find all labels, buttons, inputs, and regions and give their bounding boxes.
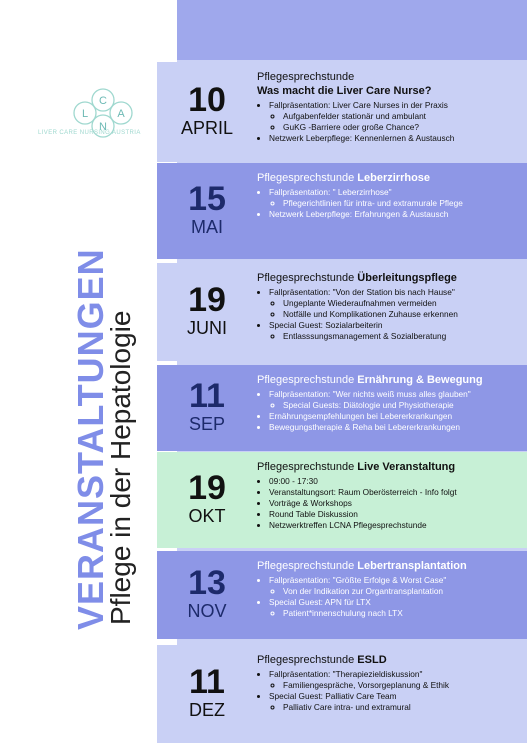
event-content [257,373,521,433]
event-content [257,653,521,713]
event-title-prefix: Pflegesprechstunde [257,272,355,284]
event-month: SEP [188,414,226,434]
event-date [157,82,257,138]
event-item-text: Fallpräsentation: "Therapiezieldiskussion" [269,669,423,679]
event-item-text: Veranstaltungsort: Raum Oberösterreich - Info folgt [269,487,457,497]
event-subitem: ◦ Special Guests: Diätologie und Physiotherapie [283,400,521,411]
event-item [269,411,521,422]
event-title-prefix: Pflegesprechstunde [257,560,355,572]
event-subitem: ◦ Ungeplante Wiederaufnahmen vermeiden [283,298,521,309]
event-card [157,163,527,259]
event-title-main: Lebertransplantation [357,560,467,572]
event-item-text: Fallpräsentation: Liver Care Nurses in der Praxis [269,100,448,110]
event-item [269,509,521,520]
event-date [157,378,257,434]
event-card [157,365,527,451]
event-items [257,476,521,531]
event-title [257,171,521,185]
logo-letter-a: A [117,108,125,120]
event-day: 10 [188,81,226,119]
event-content [257,559,521,619]
event-item [269,389,521,411]
event-item [269,209,521,220]
event-item [269,498,521,509]
event-subitems [269,331,521,342]
event-item-text: Netzwerk Leberpflege: Erfahrungen & Austausch [269,209,449,219]
event-item-text: Fallpräsentation: "Von der Station bis nach Hause" [269,287,455,297]
event-title-main: ESLD [357,654,387,666]
event-title-main: Überleitungspflege [357,272,457,284]
event-item-text: Round Table Diskussion [269,509,358,519]
event-title-prefix: Pflegesprechstunde [257,461,355,473]
event-day: 13 [188,564,226,602]
event-subitem: ◦ Von der Indikation zur Organtransplantation [283,586,521,597]
event-title [257,271,521,285]
event-items [257,575,521,619]
event-subitems [269,586,521,597]
event-item-text: Special Guest: APN für LTX [269,597,371,607]
logo-letter-l: L [81,108,89,120]
event-item [269,476,521,487]
event-subitems [269,198,521,209]
event-item [269,597,521,619]
event-content [257,271,521,342]
event-title-main: Was macht die Liver Care Nurse? [257,85,432,97]
event-month: JUNI [187,318,227,338]
event-month: MAI [190,217,223,237]
event-subitem: ◦ Entlasssungsmanagement & Sozialberatung [283,331,521,342]
event-month: NOV [187,601,227,621]
event-item-text: Ernährungsempfehlungen bei Lebererkrankungen [269,411,453,421]
event-item [269,287,521,320]
event-date [157,664,257,720]
event-title-prefix: Pflegesprechstunde [257,654,355,666]
event-content [257,460,521,531]
event-date [157,282,257,338]
event-item-text: Vorträge & Workshops [269,498,352,508]
event-day: 11 [189,377,225,415]
event-subitems [269,400,521,411]
event-card [157,645,527,743]
event-subitems [269,680,521,691]
event-title [257,559,521,573]
event-month: DEZ [189,700,225,720]
event-title [257,460,521,474]
logo-tagline: LIVER CARE NURSING AUSTRIA [38,130,141,136]
event-item-text: Netzwerktreffen LCNA Pflegesprechstunde [269,520,427,530]
event-subitem: ◦ Pflegerichtlinien für intra- und extramurale Pflege [283,198,521,209]
event-subitem: ◦ Palliativ Care intra- und extramural [283,702,521,713]
event-item [269,133,521,144]
event-item-text: 09:00 - 17:30 [269,476,318,486]
event-item-text: Fallpräsentation: "Größte Erfolge & Worst Case" [269,575,447,585]
logo-letter-n: N [99,121,107,133]
event-item-text: Bewegungstherapie & Reha bei Lebererkrankungen [269,422,460,432]
event-subitem: ◦ Patient*innenschulung nach LTX [283,608,521,619]
page-top-band [177,0,527,60]
event-day: 11 [189,663,225,701]
event-subitem: ◦ Aufgabenfelder stationär und ambulant [283,111,521,122]
event-title [257,653,521,667]
event-card [157,452,527,548]
event-item [269,520,521,531]
event-title-prefix: Pflegesprechstunde [257,71,355,83]
event-content [257,171,521,220]
sidebar-subtitle: Pflege in der Hepatologie [105,310,136,625]
event-items [257,287,521,342]
event-items [257,187,521,220]
event-title-main: Live Veranstaltung [357,461,456,473]
event-item [269,487,521,498]
event-item [269,187,521,209]
event-title-prefix: Pflegesprechstunde [257,172,355,184]
event-item [269,575,521,597]
event-subitem: ◦ GuKG -Barriere oder große Chance? [283,122,521,133]
event-month: APRIL [180,118,234,138]
event-subitems [269,608,521,619]
event-subitems [269,702,521,713]
event-items [257,389,521,433]
event-subitem: ◦ Notfälle und Komplikationen Zuhause erkennen [283,309,521,320]
event-item-text: Special Guest: Sozialarbeiterin [269,320,383,330]
event-subitem: ◦ Familiengespräche, Vorsorgeplanung & Ethik [283,680,521,691]
event-date [157,470,257,526]
event-item-text: Netzwerk Leberpflege: Kennenlernen & Austausch [269,133,455,143]
event-date [157,565,257,621]
event-item-text: Fallpräsentation: "Wer nichts weiß muss alles glauben" [269,389,471,399]
event-month: OKT [188,506,226,526]
event-date [157,181,257,237]
event-item-text: Special Guest: Palliativ Care Team [269,691,397,701]
event-day: 15 [188,180,226,218]
event-title-main: Leberzirrhose [357,172,431,184]
event-title-main: Ernährung & Bewegung [357,374,483,386]
event-items [257,100,521,144]
event-content [257,70,521,144]
event-title [257,70,521,98]
event-day: 19 [188,469,226,507]
event-items [257,669,521,713]
event-title-prefix: Pflegesprechstunde [257,374,355,386]
event-card [157,551,527,639]
sidebar-title: VERANSTALTUNGEN [70,248,111,630]
event-item [269,320,521,342]
event-subitems [269,111,521,133]
event-item-text: Fallpräsentation: " Leberzirrhose" [269,187,392,197]
event-card [157,263,527,361]
event-subitems [269,298,521,320]
logo-letter-c: C [99,95,107,107]
event-day: 19 [188,281,226,319]
event-item [269,691,521,713]
event-item [269,669,521,691]
event-item [269,100,521,133]
event-title [257,373,521,387]
event-card [157,62,527,162]
event-item [269,422,521,433]
